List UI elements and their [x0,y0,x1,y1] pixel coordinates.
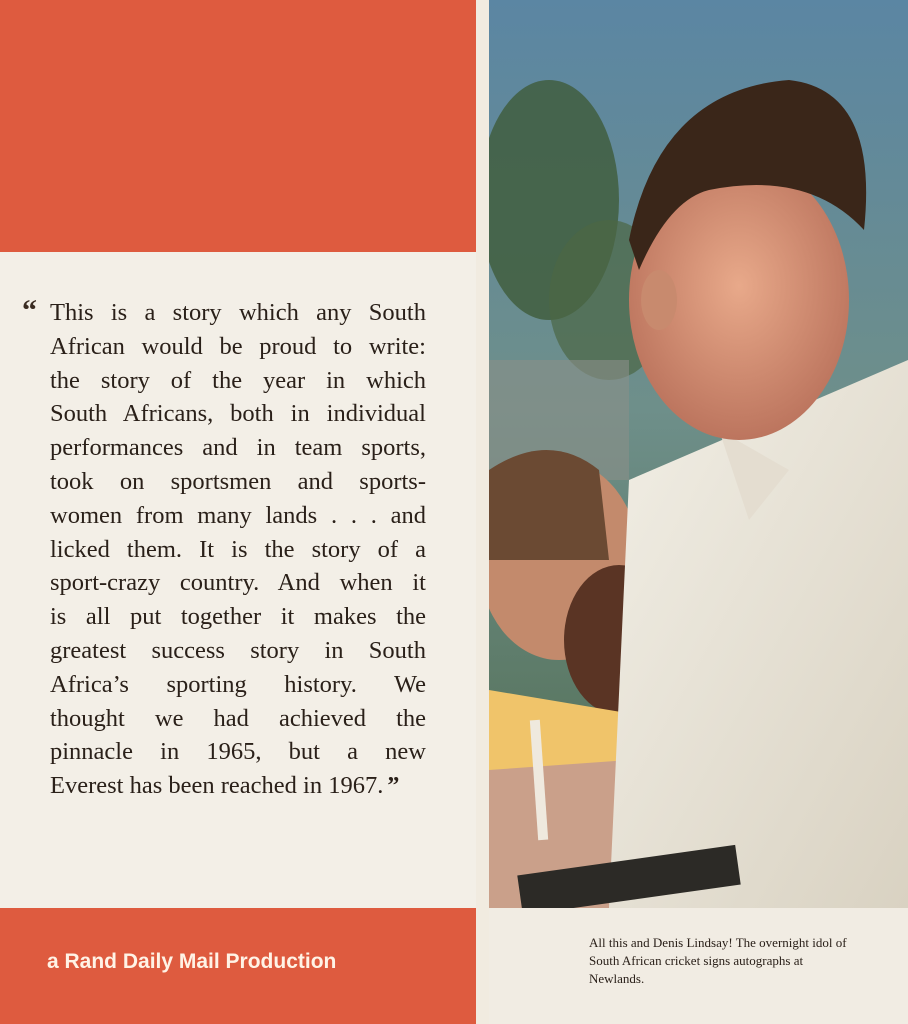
quote-text [50,296,426,804]
quote-line: Africa’s sporting history. We [50,670,426,698]
quote-line: the story of the year in which [50,366,426,394]
quote-line: is all put together it makes the [50,603,426,631]
quote-line: South Africans, both in individual [50,400,426,428]
photo-caption: All this and Denis Lindsay! The overnight idol of South African cricket signs autographs at Newlands. [589,935,847,986]
production-credit: a Rand Daily Mail Production [47,950,337,973]
quote-line: took on sportsmen and sports- [50,467,426,495]
quote-line: This is a story which any South [50,299,426,326]
quote-line: Everest has been reached in 1967. [50,772,384,800]
quote-line: African would be proud to write: [50,332,426,360]
quote-line: performances and in team sports, [50,434,426,462]
header-panel [0,0,476,252]
quote-line: pinnacle in 1965, but a new [50,738,426,766]
quote-line: sport-crazy country. And when it [50,569,426,597]
quote-line-last [50,769,426,804]
quote-line: licked them. It is the story of a [50,535,426,563]
close-quote-mark: ” [387,773,400,800]
quote-line: thought we had achieved the [50,704,426,732]
quote-line: greatest success story in South [50,636,426,664]
open-quote-mark: “ [22,294,37,327]
cricketer-photo [489,0,908,908]
quote-line: women from many lands . . . and [50,501,426,529]
photo-illustration [489,0,908,908]
